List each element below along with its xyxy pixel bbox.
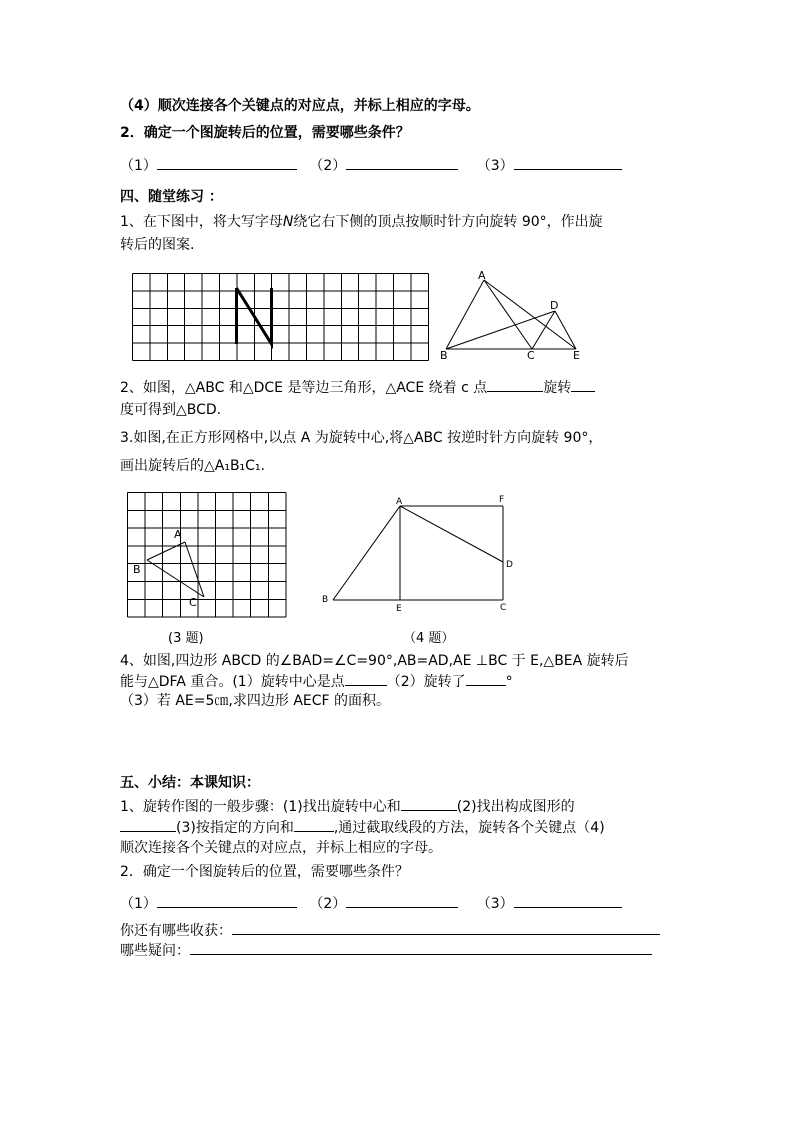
condition-3-label: （3） [476,158,514,174]
fig1-label-a: A [478,269,486,282]
ex4-degree: ° [505,674,513,690]
sum-condition-2-label: （2） [309,896,347,912]
summary-question2: 2．确定一个图旋转后的位置，需要哪些条件？ [120,864,409,880]
ex1-text-b: 绕它右下侧的顶点按顺时针方向旋转 90°，作出旋 [293,214,603,230]
condition-3-blank[interactable] [514,155,622,170]
fig1-label-d: D [550,299,559,312]
exercise4-line2 [120,671,513,692]
ex4-blank-angle[interactable] [466,671,506,686]
exercise3-line1: 3.如图,在正方形网格中,以点 A 为旋转中心,将△ABC 按逆时针方向旋转 90°， [120,430,603,446]
fig1-label-e: E [573,349,580,362]
exercise4-line1: 4、如图,四边形 ABCD 的∠BAD=∠C=90°,AB=AD,AE ⊥BC 于 E,△BEA 旋转后 [120,653,629,669]
summary-line3: 顺次连接各个关键点的对应点，并标上相应的字母。 [120,840,442,856]
sum-condition-3-blank[interactable] [514,893,622,908]
ex2-blank-direction[interactable] [487,377,543,392]
ex4-text-c: （2）旋转了 [386,674,466,690]
fig1-label-b: B [440,349,448,362]
step4-text: （4）顺次连接各个关键点的对应点，并标上相应的字母。 [120,98,480,114]
section5-title: 五、小结：本课知识： [120,775,260,791]
fig3-label-c: C [189,596,197,609]
summary-conditions-row [120,893,622,914]
caption-q4: （4 题） [403,631,455,646]
doubt-label: 哪些疑问： [120,943,190,959]
ex2-text-b: 旋转 [543,380,572,396]
fig4-label-d: D [506,560,513,570]
sum-condition-1-label: （1） [120,896,157,912]
exercise1-line2: 转后的图案. [120,237,195,253]
gain-row [120,920,660,941]
fig4-label-b: B [322,595,329,605]
equilateral-triangles-figure [436,264,596,364]
fig4-label-a: A [396,497,403,507]
fig4-label-e: E [396,604,402,614]
condition-1-label: （1） [120,158,157,174]
sum-text-2b: ,通过截取线段的方法，旋转各个关键点（4) [333,820,605,836]
sum-blank-2[interactable] [120,817,176,832]
sum-text-1b: (2)找出构成图形的 [456,799,575,815]
exercise1-line1 [120,212,603,232]
ex4-blank-center[interactable] [345,671,387,686]
question2-text: 2．确定一个图旋转后的位置，需要哪些条件？ [120,125,410,141]
grid-triangle-figure [120,488,290,620]
sum-text-1a: 1、旋转作图的一般步骤：(1)找出旋转中心和 [120,799,401,815]
grid-letter-n-figure [130,272,430,364]
exercise2-line1 [120,377,595,398]
doubt-blank[interactable] [190,940,652,955]
ex2-blank-degree[interactable] [571,377,595,392]
sum-condition-2-blank[interactable] [346,893,458,908]
fig1-label-c: C [527,349,535,362]
sum-text-2a: (3)按指定的方向和 [176,820,294,836]
doubt-row [120,940,652,961]
condition-2-blank[interactable] [346,155,458,170]
fig4-label-f: F [499,495,505,505]
exercise3-line2: 画出旋转后的△A₁B₁C₁. [120,458,266,474]
fig3-label-b: B [133,563,141,576]
gain-label: 你还有哪些收获： [120,923,232,939]
fig3-label-a: A [174,528,182,541]
sum-blank-1[interactable] [401,796,457,811]
sum-condition-3-label: （3） [476,896,514,912]
sum-blank-3[interactable] [294,817,334,832]
sum-condition-1-blank[interactable] [157,893,297,908]
ex1-letter-n: N [282,214,294,230]
summary-line1 [120,796,575,817]
ex1-text-a: 1、在下图中，将大写字母 [120,214,283,230]
caption-q3: (3 题) [168,631,204,646]
condition-1-blank[interactable] [157,155,297,170]
exercise2-line2: 度可得到△BCD. [120,402,222,418]
exercise4-line3: （3）若 AE=5㎝,求四边形 AECF 的面积。 [120,693,391,709]
summary-line2 [120,817,605,838]
section4-title: 四、随堂练习 ： [120,189,223,205]
condition-2-label: （2） [309,158,347,174]
fig4-label-c: C [500,603,507,613]
quadrilateral-figure [318,492,523,614]
ex2-text-a: 2、如图，△ABC 和△DCE 是等边三角形，△ACE 绕着 c 点 [120,380,488,396]
ex4-text-b: 能与△DFA 重合。(1）旋转中心是点 [120,674,345,690]
conditions-row [120,155,622,176]
gain-blank[interactable] [232,920,660,935]
